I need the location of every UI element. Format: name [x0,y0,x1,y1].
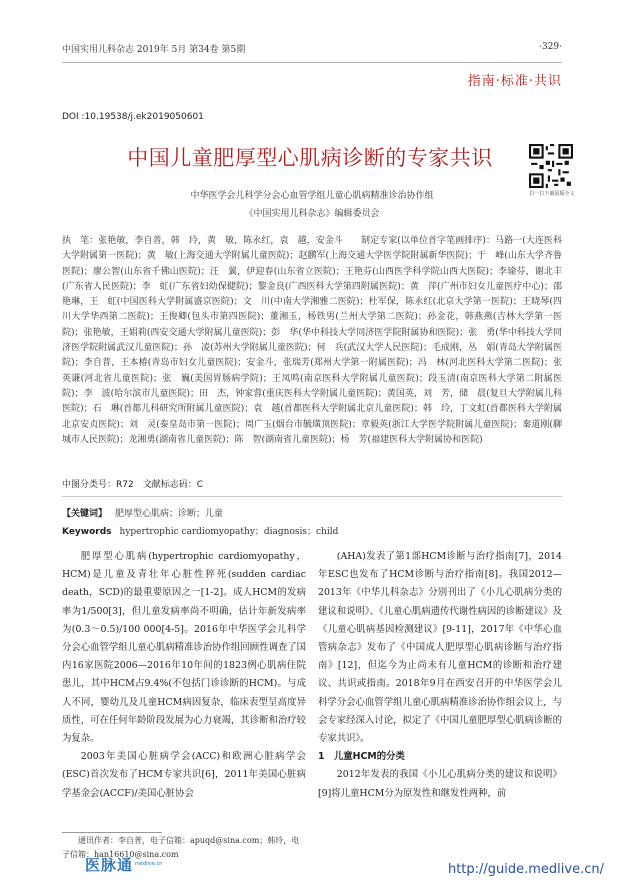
source-url-link[interactable]: http://guide.medlive.cn/ [447,862,604,877]
keywords-en-label: Keywords [62,527,112,537]
qr-code [529,144,573,188]
section-heading: 1 儿童HCM的分类 [318,751,405,763]
qr-caption: 扫一扫下载原版全文 [529,191,575,197]
keywords-en-text: hypertrophic cardiomyopathy；diagnosis；child [119,527,339,537]
editorial-board-line: 《中国实用儿科杂志》编辑委员会 [244,209,380,219]
paragraph: 2003年美国心脏病学会(ACC)和欧洲心脏病学会(ESC)首次发布了HCM专家共识[6]，2011年美国心脏病学基金会(ACCF)/美国心脏协会 [62,751,306,799]
classification-code: 中图分类号：R72 文献标志码：C [62,480,203,490]
section-label: 指南·标准·共识 [467,74,562,89]
keywords-cn [62,506,223,519]
doi: DOI :10.19538/j.ek2019050601 [62,112,204,122]
body-column-left [62,548,306,803]
body-column-right [318,548,562,803]
corresponding-author-footnote: 通讯作者：李自普，电子信箱：apuqd@sina.com；韩玲，电子信箱：han16610@sina.com [62,836,300,859]
paragraph: (AHA)发表了第1部HCM诊断与治疗指南[7]，2014年ESC也发布了HCM诊断与治疗指南[8]。我国2012—2013年《中华儿科杂志》分别刊出了《小儿心肌病分类的建议和说明》、《儿童心肌病遗传代谢性病因的诊断建议》及《儿童心肌病基因检测建议》[9-11]，2017年《中华心血管病杂志》发布了《中国成人肥厚型心肌病诊断与治疗指南》[12]，但迄今为止尚未有儿童HCM的诊断和治疗建议、共识或指南。2018年9月在西安召开的中华医学会儿科学分会心血管学组儿童心肌病精准诊治协作组会议上，与会专家经深入讨论，拟定了《中国儿童肥厚型心肌病诊断的专家共识》。 [318,551,562,745]
keywords-divider [62,496,562,497]
paragraph: 2012年发表的我国《小儿心肌病分类的建议和说明》[9]将儿童HCM分为原发性和继发性两种，前 [318,769,562,799]
logo-subtext: medlive.cn [135,861,163,867]
author-list: 执 笔：张艳敏，李自普，韩 玲，黄 敏，陈永红，袁 越，安金斗 制定专家(以单位首字笔画排序)：马路一(大连医科大学附属第一医院)；黄 敏(上海交通大学附属儿童医院)；赵鹏军(上海交通大学医学院附属新华医院)；于 峰(山东大学齐鲁医院)；廖公智(山东省千佛山医院)；汪 翼，伊迎春(山东省立医院)；王艳芬(山西医学科学院山西大医院)；李瑜芬，谢北丰(广东省人民医院)；李 虹(广东省妇幼保健院)；黎金良(广西医科大学第四附属医院)；黄 萍(广州市妇女儿童医疗中心)；邵艳琳，王 虹(中国医科大学附属盛京医院)；文 川(中南大学湘雅二医院)；杜军保，陈永红(北京大学第一医院)；王晓琴(四川大学华西第二医院)；王俊卿(包头市第四医院)；董湘玉，杨铁男(兰州大学第二医院)；孙金花，韩燕燕(吉林大学第一医院)；张艳敏，王娟莉(西安交通大学附属儿童医院)；彭 华(华中科技大学同济医学院附属协和医院)；张 勇(华中科技大学同济医学院附属武汉儿童医院)；孙 凌(苏州大学附属儿童医院)；何 兵(武汉大学人民医院)；毛成刚，丛 娟(青岛大学附属医院)；李自普，王本椿(青岛市妇女儿童医院)；安金斗，张瑞芳(郑州大学第一附属医院)；冯 林(河北医科大学第二医院)；张英谦(河北省儿童医院)；张 巍(美国胃肠病学院)；王凤鸣(南京医科大学附属儿童医院)；段玉清(南京医科大学第二附属医院)；李 波(哈尔滨市儿童医院)；田 杰，钟家蓉(重庆医科大学附属儿童医院)；黄国英，刘 芳，储 晨(复旦大学附属儿科医院)；石 琳(首都儿科研究所附属儿童医院)；袁 越(首都医科大学附属北京儿童医院)；韩 玲，丁文虹(首都医科大学附属北京安贞医院)；刘 灵(泰皇岛市第一医院)；周广玉(烟台市毓璜顶医院)；章毅英(浙江大学医学院附属儿童医院)；秦道刚(聊城市人民医院)；龙湘勇(湖南省儿童医院)；陈 智(湖南省儿童医院)；杨 芳(福建医科大学附属协和医院) [62,236,562,445]
keywords-en [62,524,338,537]
header-divider [62,62,562,63]
organization-line: 中华医学会儿科学分会心血管学组儿童心肌病精准诊治协作组 [190,191,434,201]
footnote-divider [62,832,162,833]
keywords-cn-label: 【关键词】 [62,509,108,519]
page-number: ·329· [539,42,562,52]
medlive-logo [85,852,162,876]
paragraph: 肥厚型心肌病(hypertrophic cardiomyopathy，HCM)是儿童及青壮年心脏性猝死(sudden cardiac death，SCD)的最重要原因之一[1-2]。成人HCM的发病率为1/500[3]，但儿童发病率尚不明确，估计年新发病率为(0.3～0.5)/100 000[4-5]。2016年中华医学会儿科学分会心血管学组儿童心肌病精准诊治协作组回顾性调查了国内16家医院2006—2016年10年间的1823例心肌病住院患儿，其中HCM占9.4%(不包括门诊诊断的HCM)。与成人不同，婴幼儿及儿童HCM病因复杂，临床表型呈高度异质性，可在任何年龄阶段发展为心力衰竭，其诊断和治疗较为复杂。 [62,551,306,745]
logo-text: 医脉通 [85,855,134,874]
journal-header: 中国实用儿科杂志 2019年 5月 第34卷 第5期 [62,45,246,55]
keywords-cn-text: 肥厚型心肌病；诊断；儿童 [115,509,224,519]
paper-title: 中国儿童肥厚型心肌病诊断的专家共识 [127,146,493,170]
